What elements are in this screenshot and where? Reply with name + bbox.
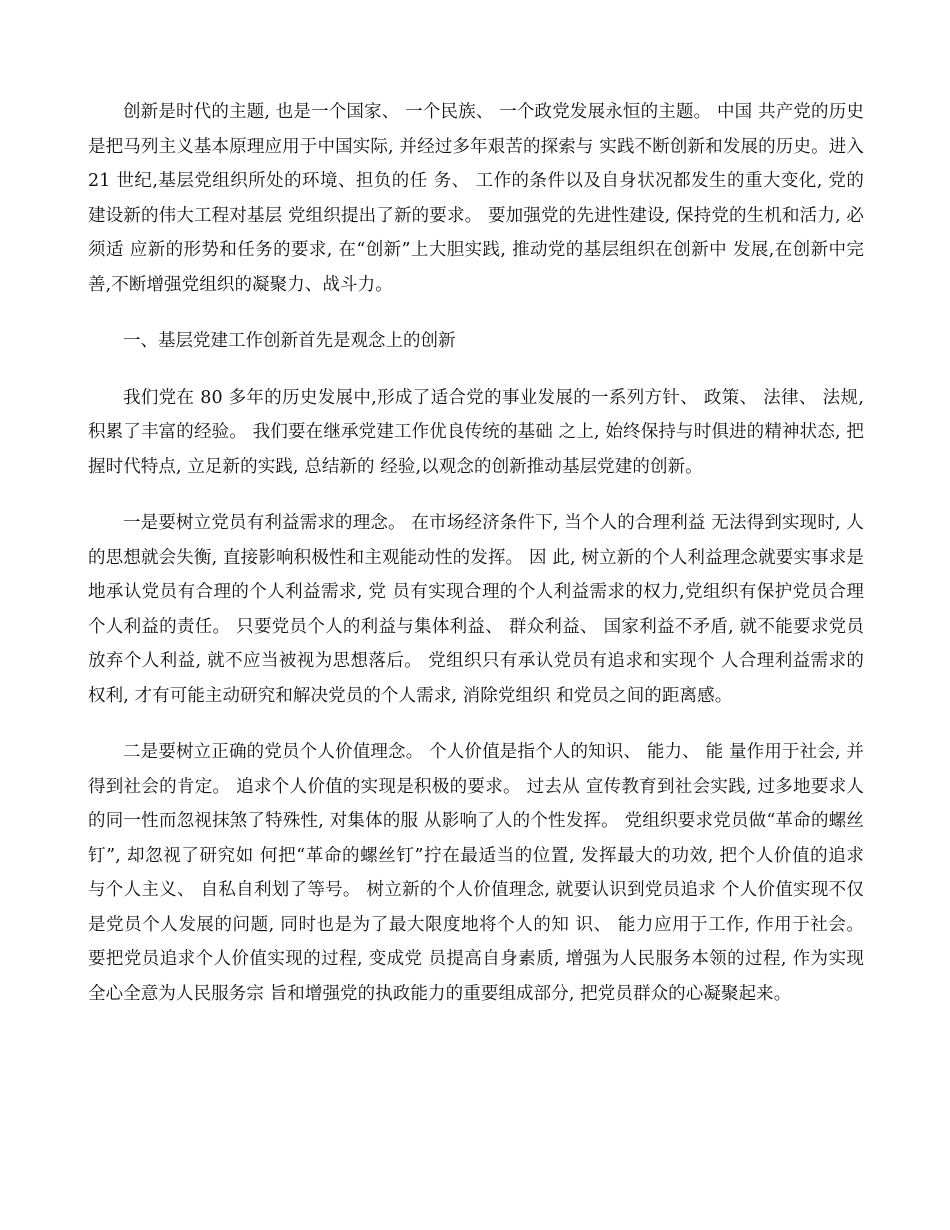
body-paragraph-value: 二是要树立正确的党员个人价值理念。 个人价值是指个人的知识、 能力、 能 量作用于社会, 并得到社会的肯定。 追求个人价值的实现是积极的要求。 过去从 宣传教育到社会实践, 过多地要求人的同一性而忽视抹煞了特殊性, 对集体的服 从影响了人的个性发挥。 党组织要求党员做“革命的螺丝钉”, 却忽视了研究如 何把“革命的螺丝钉”拧在最适当的位置, 发挥最大的功效, 把个人价值的追求 与个人主义、 自私自利划了等号。 树立新的个人价值理念, 就要认识到党员追求 个人价值实现不仅是党员个人发展的问题, 同时也是为了最大限度地将个人的知 识、 能力应用于工作, 作用于社会。 要把党员追求个人价值实现的过程, 变成党 员提高自身素质, 增强为人民服务本领的过程, 作为实现全心全意为人民服务宗 旨和增强党的执政能力的重要组成部分, 把党员群众的心凝聚起来。	[88, 742, 864, 1004]
body-paragraph-interest: 一是要树立党员有利益需求的理念。 在市场经济条件下, 当个人的合理利益 无法得到实现时, 人的思想就会失衡, 直接影响积极性和主观能动性的发挥。 因 此, 树立新的个人利益理念就要实事求是地承认党员有合理的个人利益需求, 党 员有实现合理的个人利益需求的权力,党组织有保护党员合理个人利益的责任。 只要党员个人的利益与集体利益、 群众利益、 国家利益不矛盾, 就不能要求党员 放弃个人利益, 就不应当被视为思想落后。 党组织只有承认党员有追求和实现个 人合理利益需求的权利, 才有可能主动研究和解决党员的个人需求, 消除党组织 和党员之间的距离感。	[88, 513, 864, 706]
intro-paragraph: 创新是时代的主题, 也是一个国家、 一个民族、 一个政党发展永恒的主题。 中国 共产党的历史是把马列主义基本原理应用于中国实际, 并经过多年艰苦的探索与 实践不断创新和发展的历史。进入 21 世纪,基层党组织所处的环境、担负的任 务、 工作的条件以及自身状况都发生的重大变化, 党的建设新的伟大工程对基层 党组织提出了新的要求。 要加强党的先进性建设, 保持党的生机和活力, 必须适 应新的形势和任务的要求, 在“创新”上大胆实践, 推动党的基层组织在创新中 发展,在创新中完善,不断增强党组织的凝聚力、战斗力。	[88, 102, 864, 295]
body-paragraph-experience: 我们党在 80 多年的历史发展中,形成了适合党的事业发展的一系列方针、 政策、 法律、 法规, 积累了丰富的经验。 我们要在继承党建工作优良传统的基础 之上, 始终保持与时俱进的精神状态, 把握时代特点, 立足新的实践, 总结新的 经验,以观念的创新推动基层党建的创新。	[88, 387, 864, 477]
document-page	[88, 95, 864, 1033]
section-heading: 一、基层党建工作创新首先是观念上的创新	[123, 331, 456, 351]
